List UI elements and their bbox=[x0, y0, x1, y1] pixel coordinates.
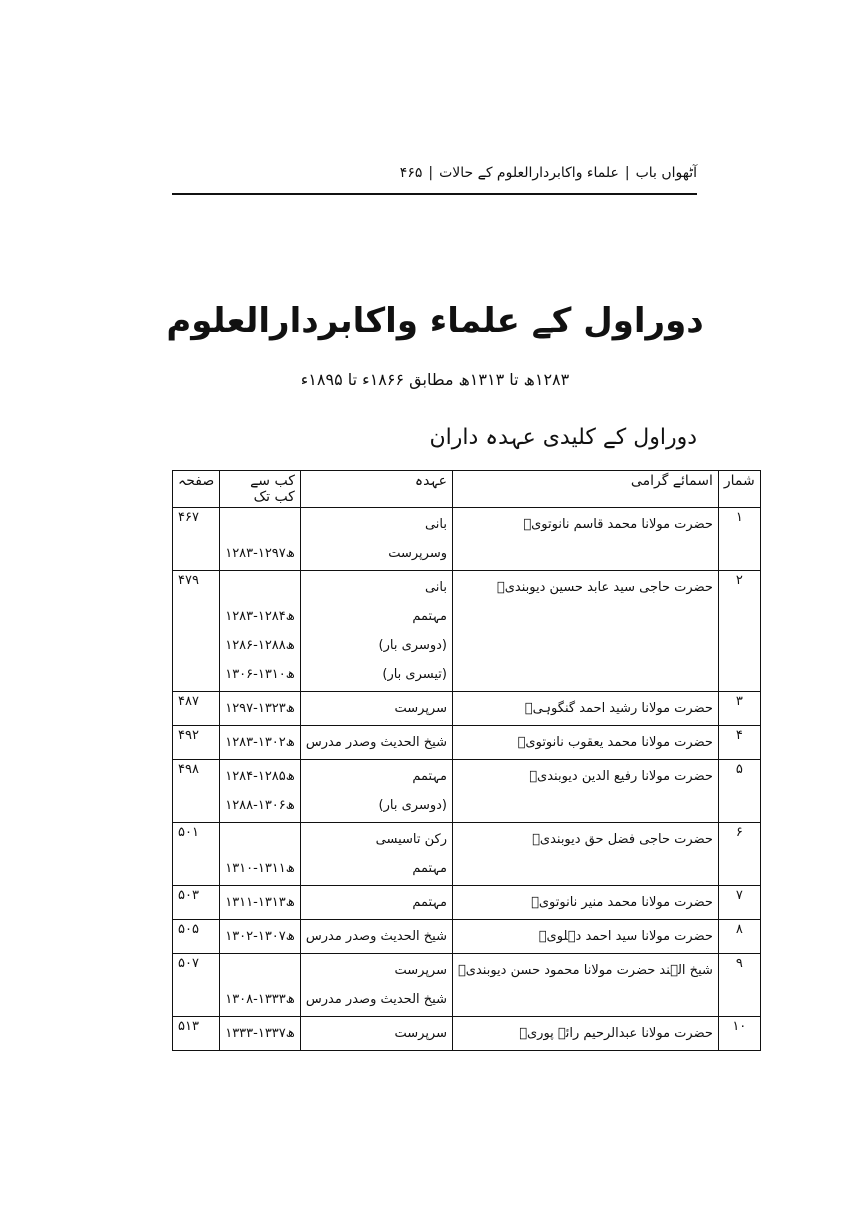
role-text: شیخ الحدیث وصدر مدرس bbox=[305, 929, 447, 944]
page-ref: ۵۰۳ bbox=[173, 886, 220, 920]
header-rule bbox=[172, 193, 697, 195]
role-text: سرپرست bbox=[394, 1026, 447, 1041]
scholar-name bbox=[453, 954, 719, 1017]
page-ref: ۴۷۹ bbox=[173, 571, 220, 692]
role-text: مہتمم bbox=[412, 609, 447, 624]
section-heading: دوراول کے کلیدی عہدہ داران bbox=[429, 425, 697, 450]
office-bearers-table bbox=[172, 470, 761, 1051]
date-range-text: ۱۳۰۲-۱۳۰۷ھ bbox=[225, 929, 295, 944]
row-number: ۵ bbox=[718, 760, 760, 823]
row-number: ۱۰ bbox=[718, 1017, 760, 1051]
scholar-name-text: حضرت مولانا محمد قاسم نانوتویؒ bbox=[523, 517, 713, 532]
date-range-text bbox=[225, 956, 295, 985]
date-range-text: ۱۳۳۳-۱۳۳۷ھ bbox=[225, 1026, 295, 1041]
scholar-name bbox=[453, 760, 719, 823]
date-range-text: ۱۲۸۳-۱۲۸۴ھ bbox=[225, 609, 295, 624]
role-text: رکن تاسیسی bbox=[375, 832, 447, 847]
role-text: مہتمم bbox=[412, 769, 447, 784]
role-cell bbox=[300, 571, 452, 692]
date-range-text: ۱۲۸۸-۱۳۰۶ھ bbox=[225, 798, 295, 813]
page-subtitle: ۱۲۸۳ھ تا ۱۳۱۳ھ مطابق ۱۸۶۶ء تا ۱۸۹۵ء bbox=[300, 370, 570, 389]
scholar-name-text: حضرت مولانا رشید احمد گنگوہیؒ bbox=[524, 701, 713, 716]
page-ref: ۴۹۲ bbox=[173, 726, 220, 760]
scholar-name-text: حضرت مولانا رفیع الدین دیوبندیؒ bbox=[529, 769, 713, 784]
role-text: سرپرست bbox=[394, 963, 447, 978]
scholar-name-text: حضرت مولانا محمد یعقوب نانوتویؒ bbox=[517, 735, 713, 750]
dates-cell bbox=[220, 954, 301, 1017]
role-cell bbox=[300, 760, 452, 823]
scholar-name bbox=[453, 886, 719, 920]
date-range-text: ۱۳۱۰-۱۳۱۱ھ bbox=[225, 861, 295, 876]
role-text: (دوسری بار) bbox=[378, 798, 447, 813]
role-text: بانی bbox=[424, 580, 447, 595]
running-header bbox=[172, 160, 697, 186]
role-cell bbox=[300, 886, 452, 920]
header-separator: | bbox=[428, 165, 434, 181]
dates-cell bbox=[220, 692, 301, 726]
scholar-name-text: حضرت حاجی فضل حق دیوبندیؒ bbox=[532, 832, 713, 847]
table-row bbox=[173, 726, 761, 760]
table-row bbox=[173, 886, 761, 920]
page-ref: ۴۶۷ bbox=[173, 508, 220, 571]
dates-cell bbox=[220, 571, 301, 692]
role-cell bbox=[300, 823, 452, 886]
table-row bbox=[173, 823, 761, 886]
page-ref: ۵۰۵ bbox=[173, 920, 220, 954]
dates-cell bbox=[220, 760, 301, 823]
dates-cell bbox=[220, 726, 301, 760]
date-range-text: ۱۲۸۶-۱۲۸۸ھ bbox=[225, 638, 295, 653]
date-range-text: ۱۲۸۳-۱۲۹۷ھ bbox=[225, 546, 295, 561]
role-text: (دوسری بار) bbox=[378, 638, 447, 653]
row-number: ۶ bbox=[718, 823, 760, 886]
row-number: ۹ bbox=[718, 954, 760, 1017]
scholar-name bbox=[453, 726, 719, 760]
role-cell bbox=[300, 508, 452, 571]
col-header-page: صفحہ bbox=[173, 471, 220, 508]
page-ref: ۴۸۷ bbox=[173, 692, 220, 726]
col-header-no: شمار bbox=[718, 471, 760, 508]
date-range-text bbox=[225, 573, 295, 602]
table-row bbox=[173, 954, 761, 1017]
col-header-name: اسمائے گرامی bbox=[453, 471, 719, 508]
page-ref: ۵۰۷ bbox=[173, 954, 220, 1017]
table-body bbox=[173, 508, 761, 1051]
dates-cell bbox=[220, 823, 301, 886]
role-cell bbox=[300, 920, 452, 954]
dates-cell bbox=[220, 1017, 301, 1051]
page-ref: ۴۹۸ bbox=[173, 760, 220, 823]
row-number: ۷ bbox=[718, 886, 760, 920]
section-label: علماء واکابردارالعلوم کے حالات bbox=[439, 165, 619, 181]
scholar-name-text: حضرت مولانا محمد منیر نانوتویؒ bbox=[531, 895, 713, 910]
col-header-role: عہدہ bbox=[300, 471, 452, 508]
row-number: ۱ bbox=[718, 508, 760, 571]
table-row bbox=[173, 920, 761, 954]
scholar-name-text: شیخ الہند حضرت مولانا محمود حسن دیوبندیؒ bbox=[458, 963, 713, 978]
role-text: وسرپرست bbox=[388, 546, 447, 561]
table-row bbox=[173, 692, 761, 726]
role-text: مہتمم bbox=[412, 895, 447, 910]
row-number: ۴ bbox=[718, 726, 760, 760]
scholar-name bbox=[453, 508, 719, 571]
table-header-row bbox=[173, 471, 761, 508]
page-ref: ۵۱۳ bbox=[173, 1017, 220, 1051]
page-ref: ۵۰۱ bbox=[173, 823, 220, 886]
table-row bbox=[173, 508, 761, 571]
date-range-text: ۱۲۹۷-۱۳۲۳ھ bbox=[225, 701, 295, 716]
role-cell bbox=[300, 692, 452, 726]
dates-cell bbox=[220, 886, 301, 920]
role-cell bbox=[300, 954, 452, 1017]
role-cell bbox=[300, 1017, 452, 1051]
scholar-name-text: حضرت حاجی سید عابد حسین دیوبندیؒ bbox=[496, 580, 713, 595]
role-cell bbox=[300, 726, 452, 760]
scholar-name bbox=[453, 1017, 719, 1051]
row-number: ۲ bbox=[718, 571, 760, 692]
scholar-name bbox=[453, 823, 719, 886]
role-text: شیخ الحدیث وصدر مدرس bbox=[305, 992, 447, 1007]
role-text: شیخ الحدیث وصدر مدرس bbox=[305, 735, 447, 750]
scholar-name bbox=[453, 571, 719, 692]
role-text: مہتمم bbox=[412, 861, 447, 876]
page-number: ۴۶۵ bbox=[399, 165, 423, 181]
dates-cell bbox=[220, 508, 301, 571]
header-separator: | bbox=[624, 165, 630, 181]
table-row bbox=[173, 760, 761, 823]
role-text: سرپرست bbox=[394, 701, 447, 716]
date-range-text: ۱۲۸۳-۱۳۰۲ھ bbox=[225, 735, 295, 750]
date-range-text: ۱۲۸۴-۱۲۸۵ھ bbox=[225, 769, 295, 784]
table-row bbox=[173, 1017, 761, 1051]
page-title: دوراول کے علماء واکابردارالعلوم bbox=[166, 301, 704, 341]
row-number: ۳ bbox=[718, 692, 760, 726]
scholar-name bbox=[453, 692, 719, 726]
dates-cell bbox=[220, 920, 301, 954]
date-range-text: ۱۳۰۸-۱۳۳۳ھ bbox=[225, 992, 295, 1007]
date-range-text bbox=[225, 825, 295, 854]
scholar-name bbox=[453, 920, 719, 954]
chapter-label: آٹھواں باب bbox=[635, 165, 697, 181]
date-range-text: ۱۳۱۱-۱۳۱۳ھ bbox=[225, 895, 295, 910]
role-text: بانی bbox=[424, 517, 447, 532]
role-text: (تیسری بار) bbox=[382, 667, 447, 682]
col-header-dates: کب سے کب تک bbox=[220, 471, 301, 508]
table-row bbox=[173, 571, 761, 692]
row-number: ۸ bbox=[718, 920, 760, 954]
scholar-name-text: حضرت مولانا عبدالرحیم رائے پوریؒ bbox=[519, 1026, 713, 1041]
date-range-text bbox=[225, 510, 295, 539]
scholar-name-text: حضرت مولانا سید احمد دہلویؒ bbox=[538, 929, 713, 944]
date-range-text: ۱۳۰۶-۱۳۱۰ھ bbox=[225, 667, 295, 682]
